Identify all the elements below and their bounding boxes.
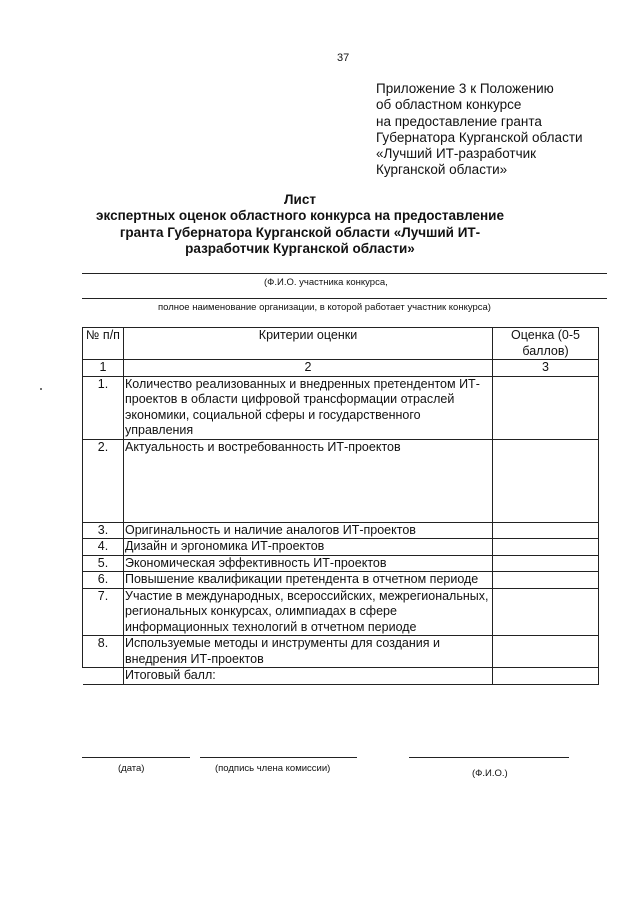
row-score-cell[interactable] — [493, 522, 599, 539]
table-row — [83, 376, 599, 439]
appendix-header — [376, 81, 583, 179]
row-criterion: Повышение квалификации претендента в отчетном периоде — [124, 572, 493, 589]
name-line[interactable] — [409, 757, 569, 758]
row-number: 7. — [83, 588, 124, 636]
total-row — [83, 668, 599, 685]
column-number-row — [83, 360, 599, 377]
row-score-cell[interactable] — [493, 376, 599, 439]
date-caption: (дата) — [118, 763, 145, 774]
row-criterion: Количество реализованных и внедренных претендентом ИТ-проектов в области цифровой трансформации отраслей экономики, социальной сферы и государственного управления — [124, 376, 493, 439]
row-criterion: Актуальность и востребованность ИТ-проектов — [124, 439, 493, 522]
participant-caption: (Ф.И.О. участника конкурса, — [264, 277, 388, 288]
table-row — [83, 522, 599, 539]
title-line-2: экспертных оценок областного конкурса на предоставление гранта Губернатора Курганской области «Лучший ИТ-разработчик Курганской области» — [96, 208, 504, 256]
organization-name-line[interactable] — [82, 298, 607, 299]
appendix-line: Губернатора Курганской области — [376, 129, 583, 145]
row-score-cell[interactable] — [493, 636, 599, 668]
participant-name-line[interactable] — [82, 273, 607, 274]
header-num: № п/п — [83, 328, 124, 360]
row-criterion: Используемые методы и инструменты для создания и внедрения ИТ-проектов — [124, 636, 493, 668]
row-score-cell[interactable] — [493, 588, 599, 636]
name-caption: (Ф.И.О.) — [472, 768, 508, 779]
appendix-line: Курганской области» — [376, 162, 508, 178]
total-empty-cell — [83, 668, 124, 685]
page-number: 37 — [337, 52, 350, 64]
row-score-cell[interactable] — [493, 439, 599, 522]
row-criterion: Оригинальность и наличие аналогов ИТ-проектов — [124, 522, 493, 539]
column-number: 3 — [493, 360, 599, 377]
table-row — [83, 539, 599, 556]
row-number: 2. — [83, 439, 124, 522]
row-number: 8. — [83, 636, 124, 668]
column-number: 1 — [83, 360, 124, 377]
row-score-cell[interactable] — [493, 539, 599, 556]
table-row — [83, 555, 599, 572]
signature-caption: (подпись члена комиссии) — [215, 763, 331, 774]
evaluation-table — [82, 327, 599, 685]
organization-caption: полное наименование организации, в которой работает участник конкурса) — [158, 302, 491, 313]
title-line-1: Лист — [284, 192, 316, 207]
column-number: 2 — [124, 360, 493, 377]
appendix-line: Приложение 3 к Положению — [376, 81, 554, 96]
table-row — [83, 439, 599, 522]
total-score-cell[interactable] — [493, 668, 599, 685]
header-criteria: Критерии оценки — [124, 328, 493, 360]
row-number: 3. — [83, 522, 124, 539]
total-label: Итоговый балл: — [124, 668, 493, 685]
appendix-line: на предоставление гранта — [376, 113, 542, 129]
row-number: 6. — [83, 572, 124, 589]
table-row — [83, 636, 599, 668]
document-title — [90, 192, 510, 257]
appendix-line: об областном конкурсе — [376, 97, 522, 113]
appendix-line: «Лучший ИТ-разработчик — [376, 146, 537, 162]
table-row — [83, 572, 599, 589]
row-number: 5. — [83, 555, 124, 572]
scan-speck — [40, 388, 42, 390]
row-number: 1. — [83, 376, 124, 439]
row-number: 4. — [83, 539, 124, 556]
signature-line[interactable] — [200, 757, 357, 758]
table-header-row — [83, 328, 599, 360]
row-score-cell[interactable] — [493, 555, 599, 572]
header-score: Оценка (0-5 баллов) — [493, 328, 599, 360]
row-score-cell[interactable] — [493, 572, 599, 589]
table-row — [83, 588, 599, 636]
row-criterion: Дизайн и эргономика ИТ-проектов — [124, 539, 493, 556]
date-line[interactable] — [82, 757, 190, 758]
row-criterion: Участие в международных, всероссийских, межрегиональных, региональных конкурсах, олимпиадах в сфере информационных технологий в отчетном периоде — [124, 588, 493, 636]
row-criterion: Экономическая эффективность ИТ-проектов — [124, 555, 493, 572]
